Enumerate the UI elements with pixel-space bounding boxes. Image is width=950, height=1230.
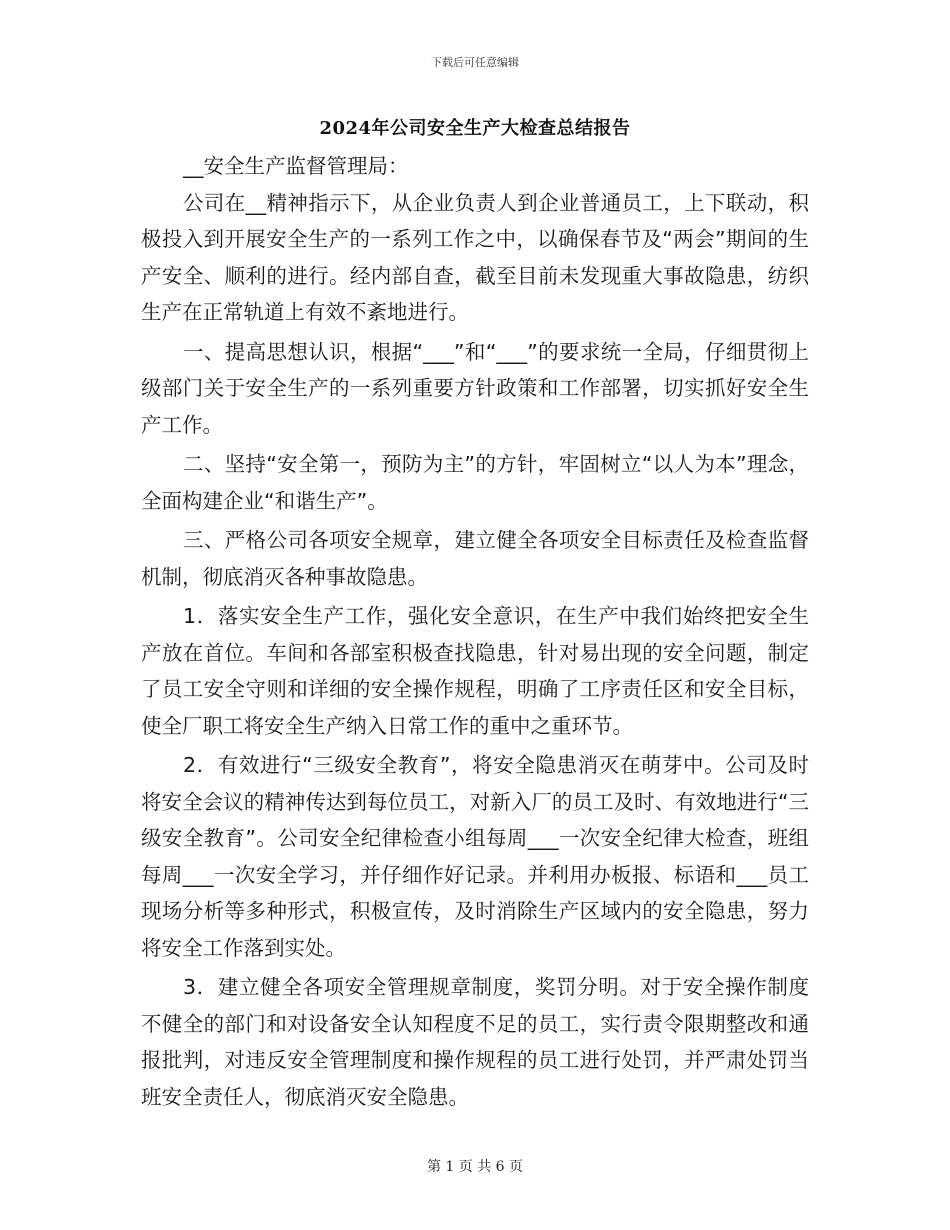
page-number-footer: 第 1 页 共 6 页 <box>426 1159 524 1175</box>
body-paragraph: 二、坚持“安全第一，预防为主”的方针，牢固树立“以人为本”理念，全面构建企业“和谐生产”。 <box>141 452 809 513</box>
body-paragraph: 一、提高思想认识，根据“___”和“___”的要求统一全局，仔细贯彻上级部门关于安全生产的一系列重要方针政策和工作部署，切实抓好安全生产工作。 <box>141 339 809 437</box>
body-paragraph: 3．建立健全各项安全管理规章制度，奖罚分明。对于安全操作制度不健全的部门和对设备安全认知程度不足的员工，实行责令限期整改和通报批判，对违反安全管理制度和操作规程的员工进行处罚，并严肃处罚当班安全责任人，彻底消灭安全隐患。 <box>141 975 809 1109</box>
body-paragraph: 2．有效进行“三级安全教育”，将安全隐患消灭在萌芽中。公司及时将安全会议的精神传达到每位员工，对新入厂的员工及时、有效地进行“三级安全教育”。公司安全纪律检查小组每周___一次安全纪律大检查，班组每周___一次安全学习，并仔细作好记录。并利用办板报、标语和___员工现场分析等多种形式，积极宣传，及时消除生产区域内的安全隐患，努力将安全工作落到实处。 <box>141 753 809 960</box>
header-note: 下载后可任意编辑 <box>431 56 519 69</box>
document-title: 2024年公司安全生产大检查总结报告 <box>319 118 631 139</box>
body-paragraph: 1．落实安全生产工作，强化安全意识，在生产中我们始终把安全生产放在首位。车间和各部室积极查找隐患，针对易出现的安全问题，制定了员工安全守则和详细的安全操作规程，明确了工序责任区和安全目标，使全厂职工将安全生产纳入日常工作的重中之重环节。 <box>141 604 809 738</box>
body-paragraph: 公司在__精神指示下，从企业负责人到企业普通员工，上下联动，积极投入到开展安全生产的一系列工作之中，以确保春节及“两会”期间的生产安全、顺利的进行。经内部自查，截至目前未发现重大事故隐患，纺织生产在正常轨道上有效不紊地进行。 <box>141 190 809 324</box>
addressee-line: __安全生产监督管理局： <box>183 154 409 178</box>
document-body <box>141 148 809 1115</box>
body-paragraph: 三、严格公司各项安全规章，建立健全各项安全目标责任及检查监督机制，彻底消灭各种事故隐患。 <box>141 528 809 589</box>
